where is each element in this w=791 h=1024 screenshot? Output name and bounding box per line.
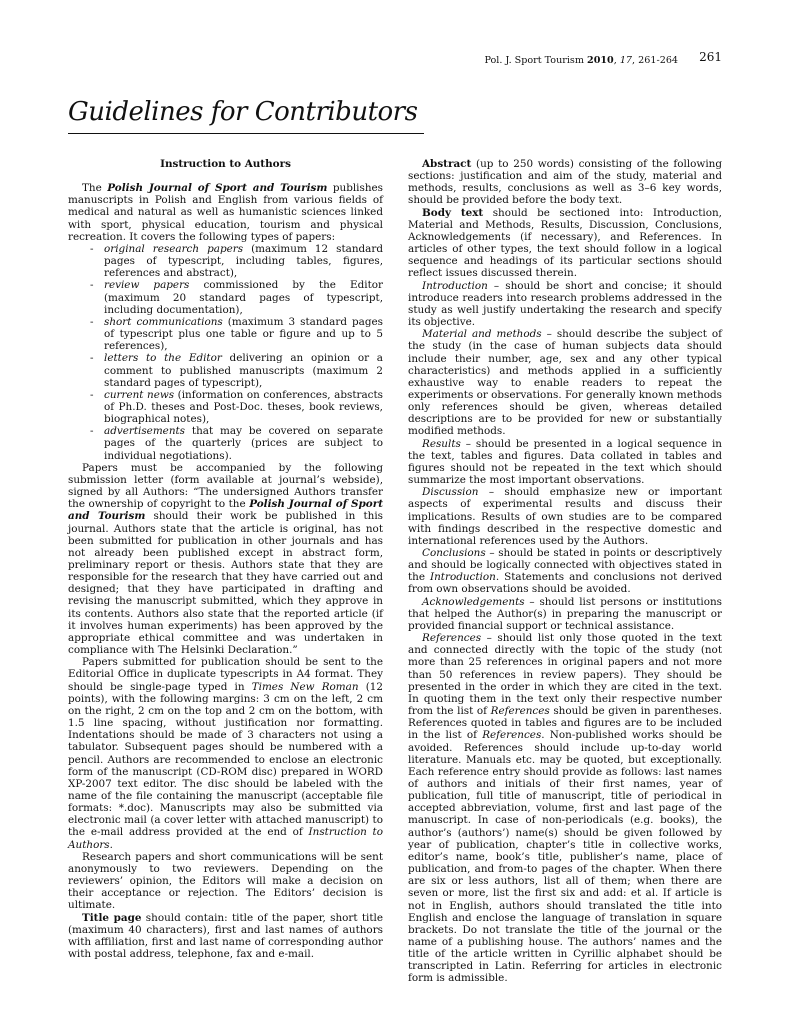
journal-name: Polish Journal of Sport and Tourism <box>68 498 384 523</box>
journal-name: Polish Journal of Sport and Tourism <box>107 182 328 195</box>
list-item: - letters to the Editor delivering an opinion or a comment to published manuscripts (maximum 2 standard pages of typescript), <box>90 352 383 388</box>
body-text-paragraph: Body text should be sectioned into: Introduction, Material and Methods, Results, Discussion, Conclusions, Acknowledgements (if necessary), and References. In articles of other types, the text should follow in a logical sequence and headings of its particular sections should reflect issues discussed therein. <box>408 206 722 280</box>
journal-year: 2010 <box>587 55 614 66</box>
page-number: 261 <box>699 50 722 64</box>
conclusions-paragraph: Conclusions – should be stated in points or descriptively and should be logically connected with objectives stated in the Introduction. Statements and conclusions not derived from own observations should be avoided. <box>408 547 722 596</box>
title-page-paragraph: Title page should contain: title of the paper, short title (maximum 40 characters), first and last names of authors with affiliation, first and last name of corresponding author with postal address, telephone, fax and e-mail. <box>68 911 383 960</box>
references-paragraph: References – should list only those quoted in the text and connected directly with the topic of the study (not more than 25 references in original papers and not more than 50 references in review papers). They should be presented in the order in which they are cited in the text. In quoting them in the text only their respective number from the list of References should be given in parentheses. References quoted in tables and figures are to be included in the list of References. Non-published works should be avoided. References should include up-to-day world literature. Manuals etc. may be quoted, but exceptionally. Each reference entry should provide as follows: last names of authors and initials of their first names, year of publication, full title of manuscript, title of periodical in accepted abbreviation, volume, first and last page of the manuscript. In case of non-periodicals (e.g. books), the author’s (authors’) name(s) should be given followed by year of publication, chapter’s title in collective works, editor’s name, book’s title, publisher’s name, place of publication, and from-to pages of the chapter. When there are six or less authors, list all of them; when there are seven or more, list the first six and add: et al. If article is not in English, authors should translated the title into English and enclose the language of translation in square brackets. Do not translate the title of the journal or the name of a publishing house. The authors’ names and the title of the article written in Cyrillic alphabet should be transcripted in Latin. Referring for articles in electronic form is admissible. <box>408 632 722 985</box>
review-paragraph: Research papers and short communications will be sent anonymously to two reviewers. Depending on the reviewers’ opinion, the Editors will make a decision on their acceptance or rejection. The Editors’ decision is ultimate. <box>68 850 383 912</box>
right-column <box>408 158 722 985</box>
list-item: - current news (information on conferences, abstracts of Ph.D. theses and Post-Doc. theses, book reviews, biographical notes), <box>90 389 383 425</box>
methods-paragraph: Material and methods – should describe the subject of the study (in the case of human subjects data should include their number, age, sex and any other typical characteristics) and methods applied in a sufficiently exhaustive way to enable readers to repeat the experiments or observations. For generally known methods only references should be given, whereas detailed descriptions are to be provided for new or substantially modified methods. <box>408 328 722 438</box>
paper-types-list <box>68 243 383 462</box>
introduction-paragraph: Introduction – should be short and concise; it should introduce readers into research problems addressed in the study as well justify undertaking the research and specify its objective. <box>408 279 722 329</box>
title-underline <box>68 133 424 134</box>
acknowledgements-paragraph: Acknowledgements – should list persons or institutions that helped the Author(s) in preparing the manuscript or provided financial support or technical assistance. <box>408 595 722 632</box>
results-paragraph: Results – should be presented in a logical sequence in the text, tables and figures. Data collated in tables and figures should not be repeated in the text which should summarize the most important observations. <box>408 437 722 487</box>
journal-pages: 261-264 <box>638 55 679 66</box>
discussion-paragraph: Discussion – should emphasize new or important aspects of experimental results and discuss their implications. Results of own studies are to be compared with findings described in the respective domestic and international references used by the Authors. <box>408 486 722 547</box>
page-title: Guidelines for Contributors <box>68 97 418 127</box>
journal-abbrev: Pol. J. Sport Tourism <box>484 55 584 66</box>
list-item: - original research papers (maximum 12 standard pages of typescript, including tables, figures, references and abstract), <box>90 243 383 279</box>
format-paragraph: Papers submitted for publication should be sent to the Editorial Office in duplicate typescripts in A4 format. They should be single-page typed in Times New Roman (12 points), with the following margins: 3 cm on the left, 2 cm on the right, 2 cm on the top and 2 cm on the bottom, with 1.5 line spacing, without justification nor formatting. Indentations should be made of 3 characters not using a tabulator. Subsequent pages should be numbered with a pencil. Authors are recommended to enclose an electronic form of the manuscript (CD-ROM disc) prepared in WORD XP-2007 text editor. The disc should be labeled with the name of the file containing the manuscript (acceptable file formats: *.doc). Manuscripts may also be submitted via electronic mail (a cover letter with attached manuscript) to the e-mail address provided at the end of Instruction to Authors. <box>68 656 383 851</box>
intro-paragraph: The Polish Journal of Sport and Tourism publishes manuscripts in Polish and English from various fields of medical and natural as well as humanistic sciences linked with sport, physical education, tourism and physical recreation. It covers the following types of papers: <box>68 182 383 243</box>
submission-paragraph: Papers must be accompanied by the following submission letter (form available at journal’s webside), signed by all Authors: “The undersigned Authors transfer the ownership of copyright to the Polish Journal of Sport and Tourism should their work be published in this journal. Authors state that the article is original, has not been submitted for publication in other journals and has not already been published except in abstract form, preliminary report or thesis. Authors state that they are responsible for the research that they have carried out and designed; that they have participated in drafting and revising the manuscript submitted, which they approve in its contents. Authors also state that the reported article (if it involves human experiments) has been approved by the appropriate ethical committee and was undertaken in compliance with The Helsinki Declaration.” <box>68 461 384 657</box>
left-column <box>68 158 383 960</box>
journal-volume: 17 <box>619 55 633 66</box>
section-heading: Instruction to Authors <box>160 158 291 170</box>
running-header: Pol. J. Sport Tourism 2010, 17, 261-264 261 <box>484 50 722 66</box>
list-item: - review papers commissioned by the Editor (maximum 20 standard pages of typescript, including documentation), <box>90 279 383 315</box>
abstract-paragraph: Abstract (up to 250 words) consisting of the following sections: justification and aim of the study, material and methods, results, conclusions as well as 3–6 key words, should be provided before the body text. <box>408 158 722 207</box>
list-item: - advertisements that may be covered on separate pages of the quarterly (prices are subject to individual negotiations). <box>90 425 383 461</box>
list-item: - short communications (maximum 3 standard pages of typescript plus one table or figure and up to 5 references), <box>90 316 383 352</box>
